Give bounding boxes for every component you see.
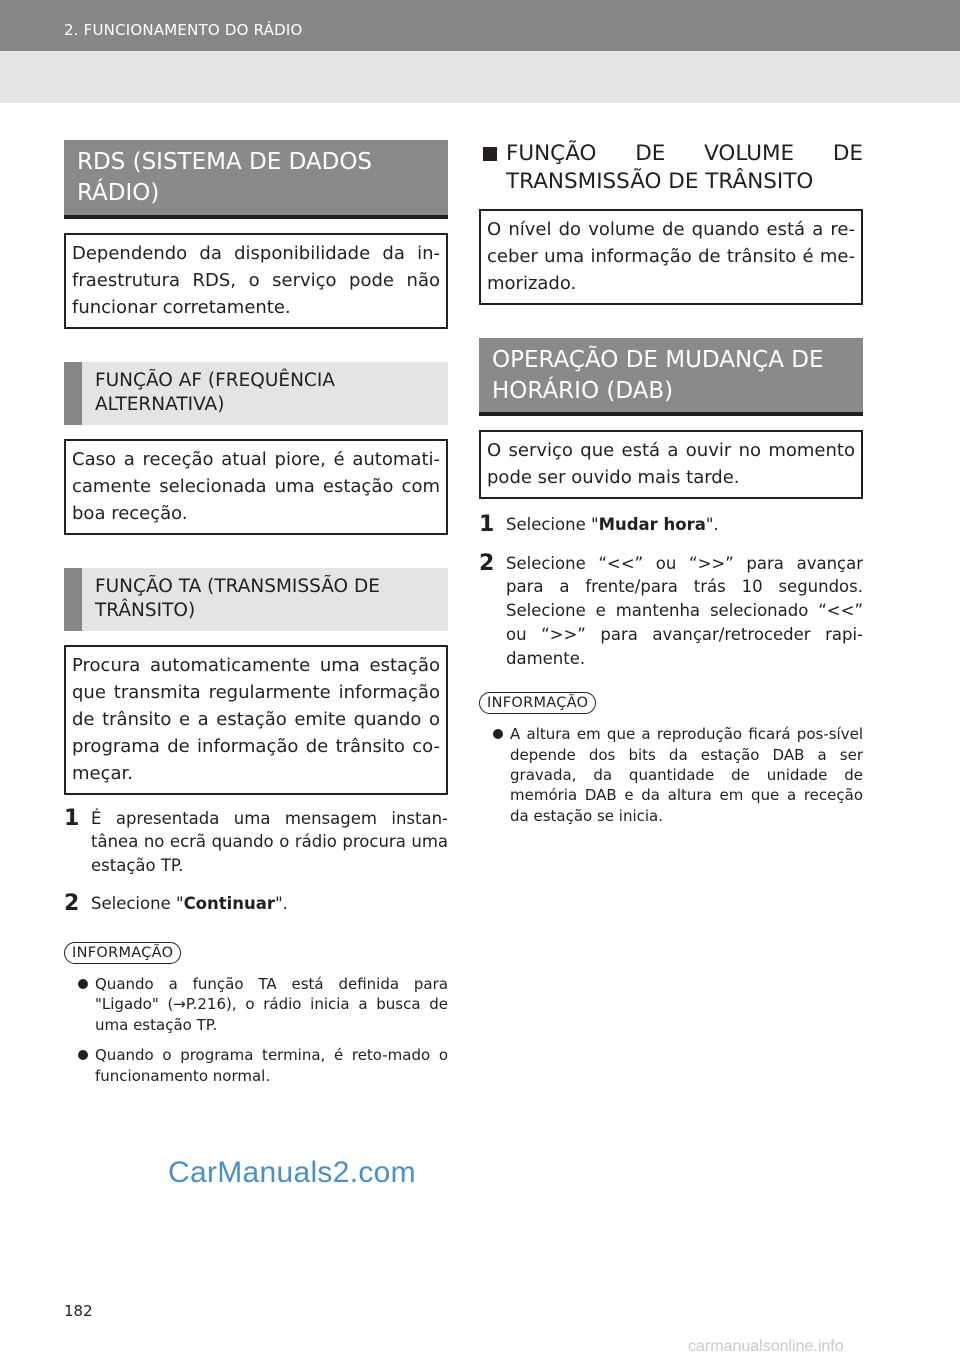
note-text: A altura em que a reprodução ficará pos-sível depende dos bits da estação DAB a ser gravada, da quantidade de unidade de memória DAB e da altura em que a receção da estação se inicia. xyxy=(510,725,863,825)
note-text: Quando a função TA está definida para "Ligado" (→P.216), o rádio inicia a busca de uma estação TP. xyxy=(95,975,448,1034)
bullet-icon xyxy=(78,1050,88,1060)
square-bullet-icon xyxy=(483,147,497,161)
info-label: INFORMAÇÃO xyxy=(64,942,181,964)
step-text: É apresentada uma mensagem instan-tânea no ecrã quando o rádio procura uma estação TP. xyxy=(91,808,448,876)
page-number: 182 xyxy=(64,1302,93,1320)
ui-label-continuar: Continuar xyxy=(183,893,276,913)
note-item xyxy=(64,1045,448,1086)
bullet-icon xyxy=(493,729,503,739)
left-column xyxy=(64,140,448,1086)
chapter-title: 2. FUNCIONAMENTO DO RÁDIO xyxy=(64,21,303,39)
ta-steps xyxy=(64,807,448,916)
step-text: Selecione “<<” ou “>>” para avançar para a frente/para trás 10 segundos. Selecione e mantenha selecionado “<<” ou “>>” para avançar/retroceder rapi-damente. xyxy=(506,553,863,668)
step-item xyxy=(479,552,863,671)
site-watermark: carmanualsonline.info xyxy=(688,1338,844,1355)
info-note-left xyxy=(64,942,448,1086)
ta-title: FUNÇÃO TA (TRANSMISSÃO DE TRÂNSITO) xyxy=(95,575,380,621)
note-text: Quando o programa termina, é reto-mado o funcionamento normal. xyxy=(95,1046,448,1085)
section-header-timeshift: OPERAÇÃO DE MUDANÇA DE HORÁRIO (DAB) xyxy=(479,338,863,417)
rds-description: Dependendo da disponibilidade da in-fraestrutura RDS, o serviço pode não funcionar corretamente. xyxy=(64,233,448,329)
timeshift-steps xyxy=(479,513,863,670)
step-item xyxy=(64,892,448,916)
note-item xyxy=(479,724,863,826)
section-header-rds: RDS (SISTEMA DE DADOS RÁDIO) xyxy=(64,140,448,219)
ui-label-mudar-hora: Mudar hora xyxy=(598,515,706,535)
bullet-icon xyxy=(78,979,88,989)
note-item xyxy=(64,974,448,1035)
step-number: 1 xyxy=(64,805,80,831)
header-accent-bar xyxy=(64,362,82,425)
step-number: 1 xyxy=(479,512,495,538)
step-item xyxy=(64,807,448,878)
subsection-header-af xyxy=(64,362,448,425)
step-item xyxy=(479,513,863,537)
header-accent-bar xyxy=(64,568,82,631)
ta-description: Procura automaticamente uma estação que transmita regularmente informação de trânsito e a estação emite quando o programa de informação de trânsito co-meçar. xyxy=(64,645,448,795)
step-text: Selecione "Continuar". xyxy=(91,893,288,913)
step-text: Selecione "Mudar hora". xyxy=(506,515,719,535)
af-title: FUNÇÃO AF (FREQUÊNCIA ALTERNATIVA) xyxy=(95,369,335,415)
info-label: INFORMAÇÃO xyxy=(479,692,596,714)
volume-title: FUNÇÃO DE VOLUME DE TRANSMISSÃO DE TRÂNSITO xyxy=(506,141,863,195)
right-column xyxy=(479,140,863,826)
volume-description: O nível do volume de quando está a re-ceber uma informação de trânsito é me-morizado. xyxy=(479,209,863,305)
watermark-logo: CarManuals2.com xyxy=(168,1156,416,1189)
timeshift-description: O serviço que está a ouvir no momento pode ser ouvido mais tarde. xyxy=(479,430,863,499)
step-number: 2 xyxy=(64,890,80,916)
step-number: 2 xyxy=(479,550,495,576)
info-note-right xyxy=(479,692,863,826)
subsection-header-ta xyxy=(64,568,448,631)
subheading-volume xyxy=(479,140,863,197)
af-description: Caso a receção atual piore, é automati-camente selecionada uma estação com boa receção. xyxy=(64,439,448,535)
